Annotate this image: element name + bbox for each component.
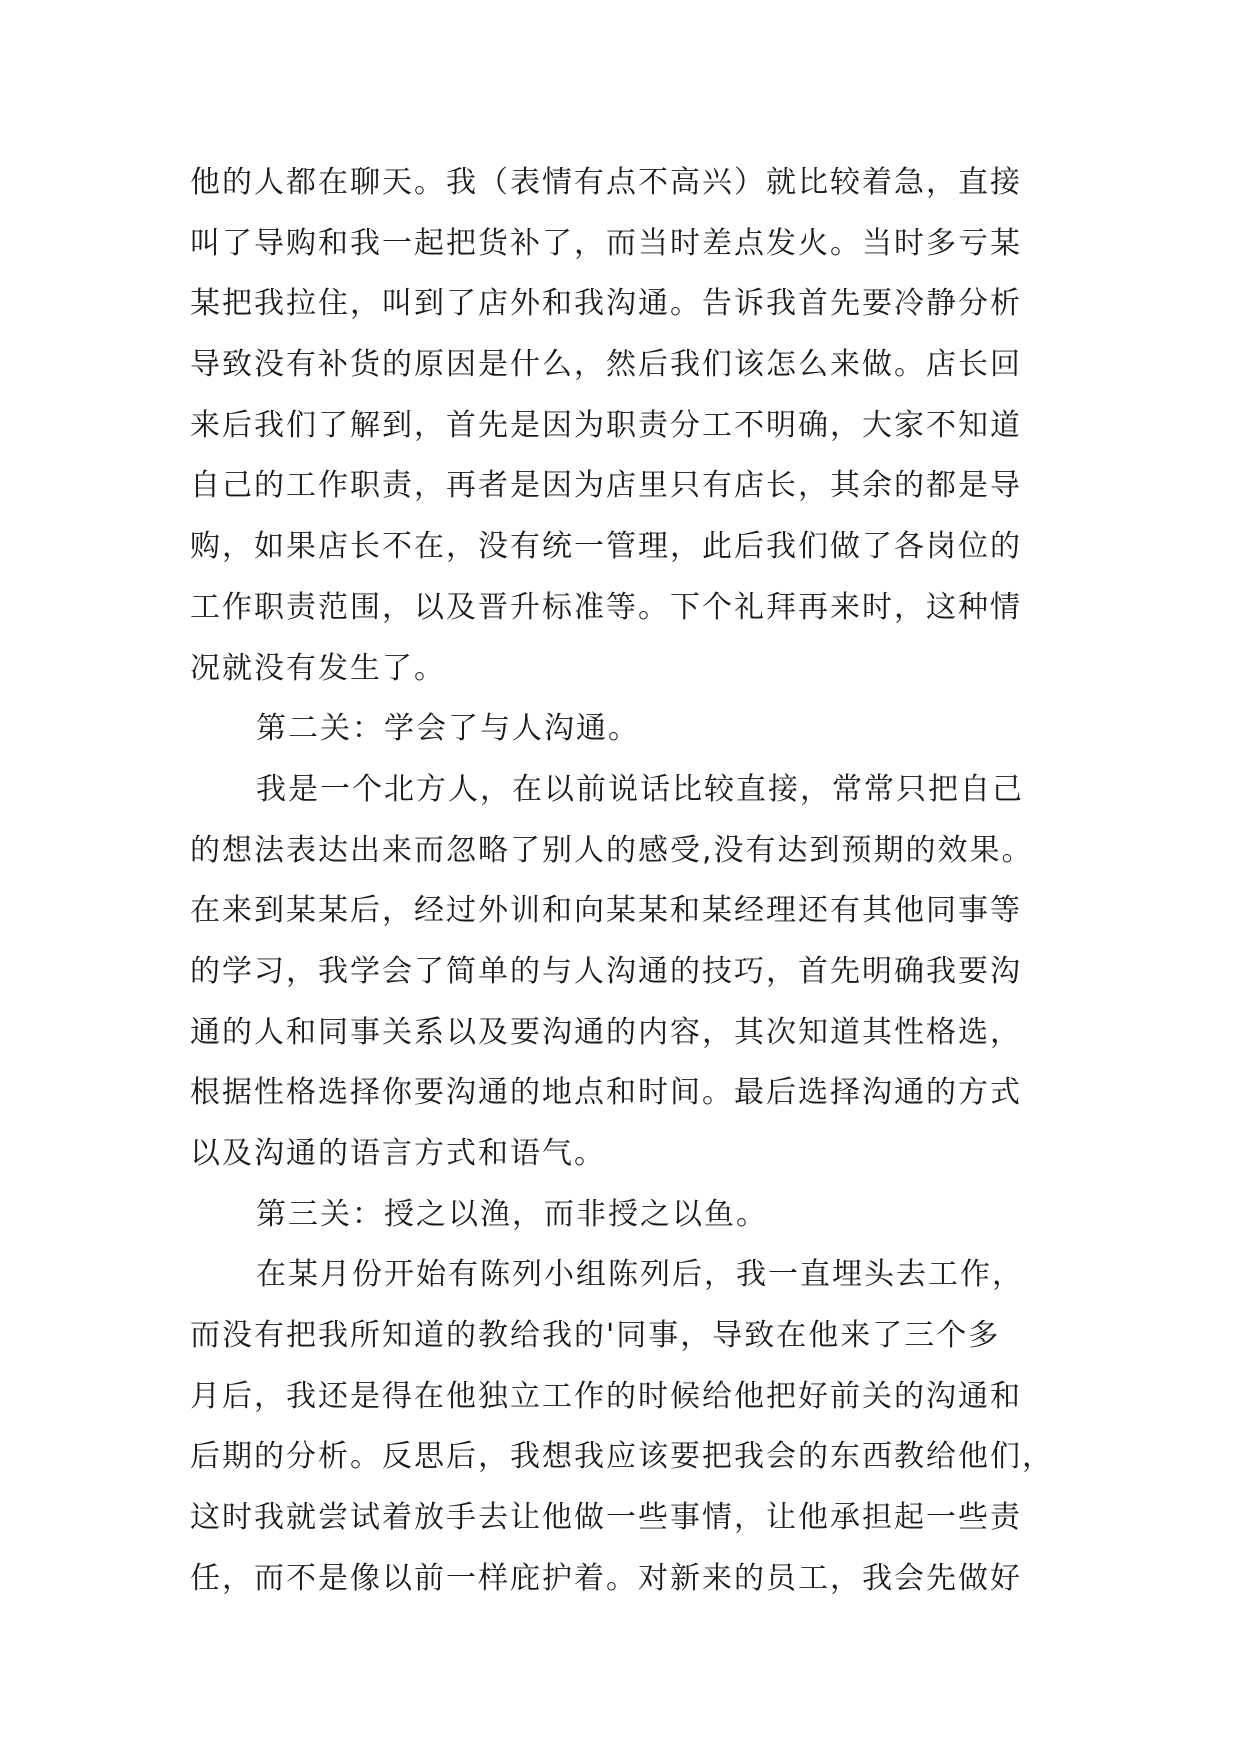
paragraph-start: 在某月份开始有陈列小组陈列后，我一直埋头去工作， — [256, 1257, 1024, 1293]
text-line: 以及沟通的语言方式和语气。 — [190, 1136, 606, 1171]
text-line: 来后我们了解到，首先是因为职责分工不明确，大家不知道 — [190, 407, 1022, 443]
paragraph-start: 我是一个北方人，在以前说话比较直接，常常只把自己 — [256, 771, 1024, 807]
text-line: 叫了导购和我一起把货补了，而当时差点发火。当时多亏某 — [190, 225, 1022, 261]
text-line: 导致没有补货的原因是什么，然后我们该怎么来做。店长回 — [190, 347, 1022, 383]
text-line: 这时我就尝试着放手去让他做一些事情，让他承担起一些责 — [190, 1500, 1022, 1536]
text-line: 后期的分析。反思后，我想我应该要把我会的东西教给他们， — [190, 1439, 1054, 1475]
text-line: 他的人都在聊天。我（表情有点不高兴）就比较着急，直接 — [190, 165, 1022, 200]
text-line: 某把我拉住，叫到了店外和我沟通。告诉我首先要冷静分析 — [190, 286, 1022, 322]
text-line: 自己的工作职责，再者是因为店里只有店长，其余的都是导 — [190, 468, 1022, 504]
text-line: 根据性格选择你要沟通的地点和时间。最后选择沟通的方式 — [190, 1075, 1022, 1111]
text-line: 月后，我还是得在他独立工作的时候给他把好前关的沟通和 — [190, 1378, 1022, 1414]
section-heading-2: 第二关：学会了与人沟通。 — [256, 711, 640, 747]
text-line: 况就没有发生了。 — [190, 650, 446, 686]
body-text — [190, 153, 1060, 1610]
text-line: 通的人和同事关系以及要沟通的内容，其次知道其性格选， — [190, 1014, 1022, 1050]
text-line: 在来到某某后，经过外训和向某某和某经理还有其他同事等 — [190, 893, 1022, 929]
text-line: 的学习，我学会了简单的与人沟通的技巧，首先明确我要沟 — [190, 953, 1022, 989]
text-line: 购，如果店长不在，没有统一管理，此后我们做了各岗位的 — [190, 529, 1022, 565]
section-heading-3: 第三关：授之以渔，而非授之以鱼。 — [256, 1196, 768, 1232]
text-line: 而没有把我所知道的教给我的'同事，导致在他来了三个多 — [190, 1318, 1001, 1354]
text-line: 任，而不是像以前一样庇护着。对新来的员工，我会先做好 — [190, 1560, 1022, 1596]
text-line: 工作职责范围，以及晋升标准等。下个礼拜再来时，这种情 — [190, 589, 1022, 625]
text-line: 的想法表达出来而忽略了别人的感受,没有达到预期的效果。 — [190, 832, 1034, 868]
